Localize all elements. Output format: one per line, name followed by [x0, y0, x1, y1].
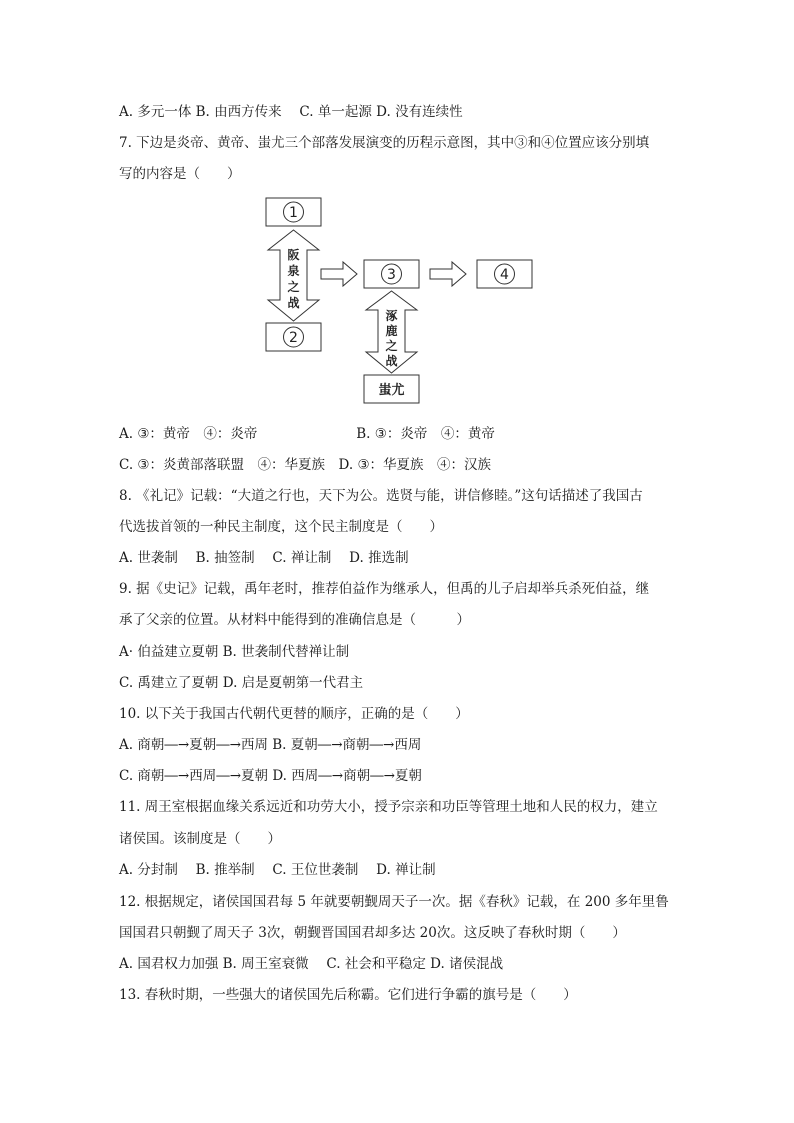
q7-options-ab: A. ③：黄帝 ④：炎帝 B. ③：炎帝 ④：黄帝 [119, 426, 495, 442]
q10-options-ab: A. 商朝―→夏朝―→西周 B. 夏朝―→商朝―→西周 [119, 737, 422, 753]
box-4-label: 4 [500, 267, 509, 283]
q11-options: A. 分封制 B. 推举制 C. 王位世袭制 D. 禅让制 [119, 862, 436, 878]
q9-options-cd: C. 禹建立了夏朝 D. 启是夏朝第一代君主 [119, 675, 364, 691]
q12-options: A. 国君权力加强 B. 周王室衰微 C. 社会和平稳定 D. 诸侯混战 [119, 956, 504, 972]
q8-stem-line2: 代选拔首领的一种民主制度，这个民主制度是（ ） [119, 519, 443, 535]
box-1-label: 1 [289, 205, 298, 221]
q10-options-cd: C. 商朝―→西周―→夏朝 D. 西周―→商朝―→夏朝 [119, 768, 422, 784]
q13-stem: 13. 春秋时期，一些强大的诸侯国先后称霸。它们进行争霸的旗号是（ ） [119, 987, 577, 1003]
box-2-label: 2 [289, 330, 298, 346]
arrow2-char-1: 涿 [385, 309, 398, 323]
q8-options: A. 世袭制 B. 抽签制 C. 禅让制 D. 推选制 [119, 550, 409, 566]
arrow2-char-3: 之 [385, 339, 398, 353]
tribe-evolution-diagram [255, 192, 545, 412]
q8-stem-line1: 8. 《礼记》记载：“大道之行也，天下为公。选贤与能，讲信修睦。”这句话描述了我国古 [119, 488, 643, 504]
right-arrow-1 [321, 262, 357, 286]
arrow1-char-3: 之 [287, 280, 300, 294]
arrow2-char-2: 鹿 [385, 324, 398, 338]
q9-options-ab: A· 伯益建立夏朝 B. 世袭制代替禅让制 [119, 644, 350, 660]
q7-stem-line2: 写的内容是（ ） [119, 166, 241, 182]
arrow1-char-4: 战 [287, 296, 300, 310]
q7-stem-line1: 7. 下边是炎帝、黄帝、蚩尤三个部落发展演变的历程示意图，其中③和④位置应该分别填 [119, 135, 650, 151]
q6-options: A. 多元一体 B. 由西方传来 C. 单一起源 D. 没有连续性 [119, 104, 463, 120]
q10-stem: 10. 以下关于我国古代朝代更替的顺序，正确的是（ ） [119, 706, 469, 722]
arrow1-char-1: 阪 [287, 248, 300, 262]
right-arrow-2 [430, 262, 466, 286]
box-chiyou-label: 蚩尤 [378, 383, 405, 398]
q12-stem-line2: 国国君只朝觐了周天子 3次，朝觐晋国国君却多达 20次。这反映了春秋时期（ ） [119, 925, 626, 941]
q7-options-cd: C. ③：炎黄部落联盟 ④：华夏族 D. ③：华夏族 ④：汉族 [119, 457, 492, 473]
arrow1-char-2: 泉 [287, 264, 300, 278]
q9-stem-line1: 9. 据《史记》记载，禹年老时，推荐伯益作为继承人，但禹的儿子启却举兵杀死伯益，继 [119, 581, 650, 597]
q12-stem-line1: 12. 根据规定，诸侯国国君每 5 年就要朝觐周天子一次。据《春秋》记载，在 200 多年里鲁 [119, 894, 669, 910]
q11-stem-line1: 11. 周王室根据血缘关系远近和功劳大小，授予宗亲和功臣等管理土地和人民的权力，建立 [119, 799, 658, 815]
arrow2-char-4: 战 [385, 354, 398, 368]
box-3-label: 3 [387, 267, 396, 283]
q11-stem-line2: 诸侯国。该制度是（ ） [119, 831, 281, 847]
q9-stem-line2: 承了父亲的位置。从材料中能得到的准确信息是（ ） [119, 612, 470, 628]
